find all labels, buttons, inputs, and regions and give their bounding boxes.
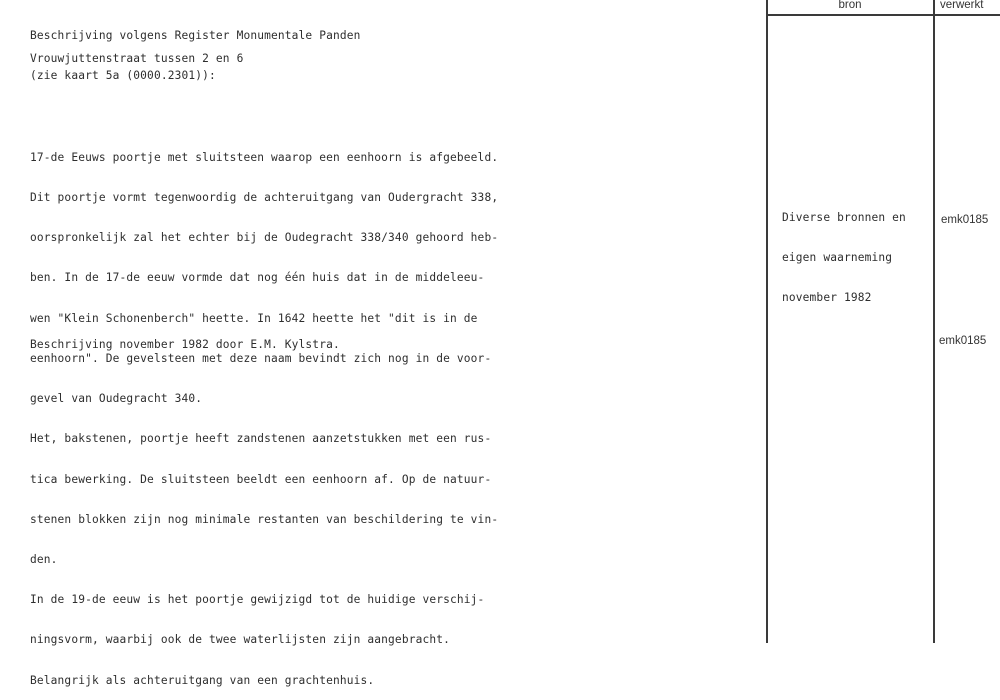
address-line: Vrouwjuttenstraat tussen 2 en 6 [30, 52, 244, 65]
description-line: gevel van Oudegracht 340. [30, 392, 203, 406]
header-line-1: Beschrijving volgens Register Monumentale Panden [30, 28, 361, 42]
signature-line: Beschrijving november 1982 door E.M. Kylstra. [30, 338, 340, 351]
description-line: ningsvorm, waarbij ook de twee waterlijsten zijn aangebracht. [30, 633, 451, 647]
description-line: stenen blokken zijn nog minimale restanten van beschildering te vin- [30, 512, 499, 526]
header-line-2: (zie kaart 5a (0000.2301)): [30, 69, 216, 83]
description-line: Dit poortje vormt tegenwoordig de achteruitgang van Oudergracht 338, [30, 191, 499, 205]
description-line: Het, bakstenen, poortje heeft zandstenen aanzetstukken met een rus- [30, 432, 492, 446]
description-line: oorspronkelijk zal het echter bij de Oudegracht 338/340 gehoord heb- [30, 231, 499, 245]
table-divider-left [766, 0, 768, 643]
description-line: Belangrijk als achteruitgang van een grachtenhuis. [30, 673, 375, 687]
bron-line: november 1982 [782, 291, 872, 305]
column-header-verwerkt: verwerkt [940, 0, 984, 11]
table-header-rule [766, 14, 1000, 16]
description-line: ben. In de 17-de eeuw vormde dat nog één huis dat in de middeleeu- [30, 271, 485, 285]
bron-line: eigen waarneming [782, 251, 893, 265]
description-line: wen "Klein Schonenberch" heette. In 1642 heette het "dit is in de [30, 311, 478, 325]
table-divider-right [933, 0, 935, 643]
description-line: den. [30, 553, 58, 566]
bron-line: Diverse bronnen en [782, 210, 906, 224]
verwerkt-ref-1: emk0185 [941, 214, 989, 226]
description-text [30, 124, 498, 700]
document-header [30, 2, 361, 96]
description-line: In de 19-de eeuw is het poortje gewijzigd tot de huidige verschij- [30, 593, 485, 607]
column-header-bron: bron [838, 0, 862, 11]
description-line: tica bewerking. De sluitsteen beeldt een eenhoorn af. Op de natuur- [30, 472, 492, 486]
description-line: eenhoorn". De gevelsteen met deze naam bevindt zich nog in de voor- [30, 351, 492, 365]
description-line: 17-de Eeuws poortje met sluitsteen waarop een eenhoorn is afgebeeld. [30, 150, 499, 164]
bron-entry [782, 184, 906, 318]
verwerkt-ref-2: emk0185 [939, 335, 987, 347]
